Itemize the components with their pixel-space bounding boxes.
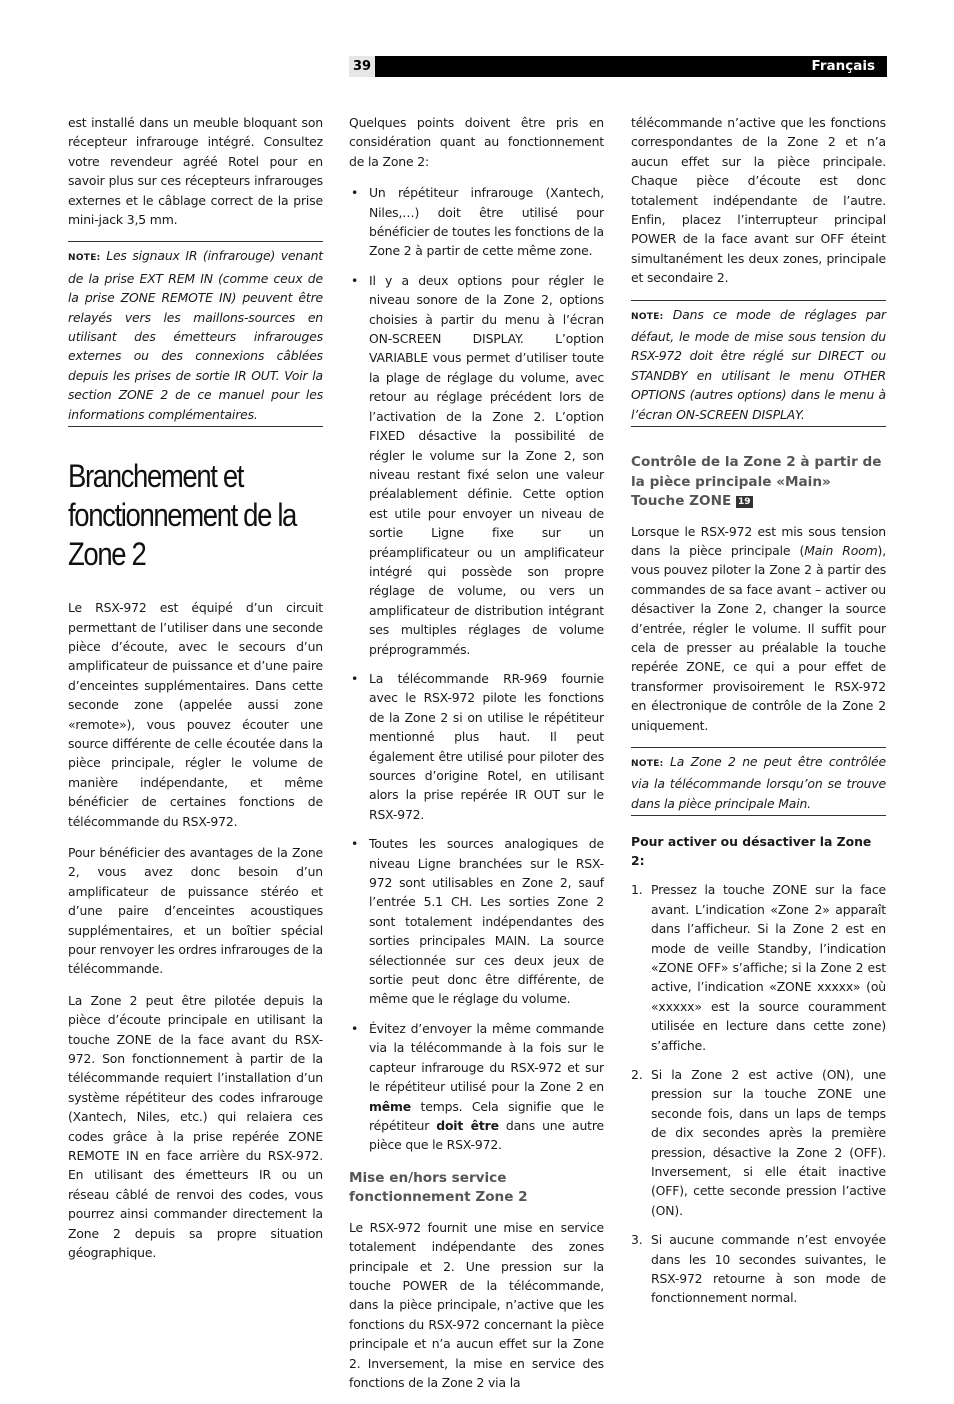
list-item bbox=[349, 1019, 604, 1155]
emphasis-text: Main Room bbox=[804, 543, 878, 558]
note-label: NOTE: bbox=[68, 253, 101, 264]
page-header-bar bbox=[349, 56, 887, 77]
column-3 bbox=[631, 113, 886, 1318]
bullet-list bbox=[349, 183, 604, 1155]
note-box bbox=[631, 300, 886, 427]
note-text: Dans ce mode de réglages par défaut, le mode de mise sous tension du RSX-972 doit être réglé sur DIRECT ou STANDBY en utilisant le menu OTHER OPTIONS (autres options) dans le menu à l’écran ON-SCREEN DISPLAY. bbox=[631, 306, 886, 422]
procedure-heading: Pour activer ou désactiver la Zone 2: bbox=[631, 834, 872, 869]
list-item-text: Si aucune commande n’est envoyée dans les 10 secondes suivantes, le RSX-972 retourne à son mode de fonctionnement normal. bbox=[651, 1232, 886, 1306]
list-item bbox=[631, 1065, 886, 1220]
note-text: La Zone 2 ne peut être contrôlée via la télécommande lorsqu’on se trouve dans la pièce principale Main. bbox=[631, 754, 886, 811]
paragraph: est installé dans un meuble bloquant son récepteur infrarouge intégré. Consultez votre revendeur agréé Rotel pour en savoir plus sur ces récepteurs infrarouges externes et le câblage correct de la prise mini-jack 3,5 mm. bbox=[68, 115, 323, 228]
list-item bbox=[631, 880, 886, 1055]
paragraph-text: ), vous pouvez piloter la Zone 2 à partir des commandes de sa face avant – activer ou désactiver la Zone 2, changer la source d’entrée, régler le volume. Il suffit pour cela de presser au préalable la touche repérée ZONE, ce qui a pour effet de transformer provisoirement le RSX-972 en électronique de contrôle de la Zone 2 uniquement. bbox=[631, 543, 887, 733]
emphasis-text: doit être bbox=[436, 1117, 499, 1133]
list-item-text: Pressez la touche ZONE sur la face avant. L’indication «Zone 2» apparaît dans l’afficheur. Si la Zone 2 est en mode de veille Standby, l’indication «ZONE OFF» s’affiche; si la Zone 2 est active, l’indication «ZONE xxxxx» (où «xxxxx» est la source couramment utilisée en lecture dans cette zone) s’affiche. bbox=[651, 882, 886, 1053]
paragraph: Quelques points doivent être pris en considération quant au fonctionnement de la Zone 2: bbox=[349, 115, 604, 169]
reference-badge: 19 bbox=[737, 497, 751, 508]
language-label: Français bbox=[811, 58, 875, 74]
subsection-heading-text: Contrôle de la Zone 2 à partir de la pièce principale «Main» Touche ZONE bbox=[631, 454, 882, 510]
page-number: 39 bbox=[349, 56, 375, 77]
column-2 bbox=[349, 113, 604, 1404]
list-item-text: dans une autre pièce que le RSX-972. bbox=[369, 1117, 605, 1153]
list-item: • Un répétiteur infrarouge (Xantech, Niles,…) doit être utilisé pour bénéficier de toutes les fonctions de la Zone 2 à partir de cette même zone. bbox=[349, 183, 604, 261]
list-number: 2. bbox=[631, 1066, 643, 1082]
section-title-line: Zone 2 bbox=[68, 536, 146, 573]
list-item: • Toutes les sources analogiques de niveau Ligne branchées sur le RSX-972 sont utilisables en Zone 2, sauf l’entrée 5.1 CH. Les sorties Zone 2 sont totalement indépendantes des sorties principales MAIN. La source sélectionnée sur ces deux jeux de sortie peut donc être différente, de même que le réglage du volume. bbox=[349, 834, 604, 1009]
numbered-list bbox=[631, 880, 886, 1308]
list-number: 1. bbox=[631, 882, 643, 898]
section-title bbox=[68, 457, 326, 574]
list-item-text: temps. Cela signifie que le répétiteur bbox=[369, 1098, 604, 1133]
paragraph: Pour bénéficier des avantages de la Zone 2, vous avez donc besoin d’un amplificateur de puissance stéréo et d’une paire d’enceintes acoustiques supplémentaires, et un boîtier spécial pour renvoyer les ordres infrarouges de la télécommande. bbox=[68, 844, 323, 977]
section-title-line: Branchement et bbox=[68, 458, 244, 495]
paragraph: Le RSX-972 est équipé d’un circuit permettant de l’utiliser dans une seconde pièce d’écoute, avec le secours d’un amplificateur de puissance et d’une paire d’enceintes supplémentaires. Dans cette seconde zone (appelée aussi zone «remote»), vous pouvez écouter une source différente de celle écoutée dans la pièce principale, régler le volume de manière indépendante, et même bénéficier de certaines fonctions de télécommande du RSX-972. bbox=[68, 600, 323, 829]
list-item bbox=[631, 1230, 886, 1308]
list-item-text: Si la Zone 2 est active (ON), une pression sur la touche ZONE une seconde fois, dans un laps de temps de dix secondes après la première pression, désactive la Zone 2 (OFF). Inversement, si elle était inactive (OFF), cette seconde pression l’active (ON). bbox=[651, 1066, 886, 1218]
note-label: NOTE: bbox=[631, 311, 664, 322]
list-item: • Il y a deux options pour régler le niveau sonore de la Zone 2, options choisies à partir du menu à l’écran ON-SCREEN DISPLAY. L’option VARIABLE vous permet d’utiliser toute la plage de réglage du volume, avec retour au réglage précédent lors de l’activation de la Zone 2. L’option FIXED désactive la possibilité de régler le volume sur la Zone 2, son niveau restant fixé selon une valeur préalablement définie. Cette option est utile pour envoyer un niveau de sortie Ligne fixe sur un préamplificateur ou un amplificateur intégré qui possède son propre réglage de volume, ou vers un amplificateur de distribution intégrant ses multiples réglages de volume préprogrammés. bbox=[349, 271, 604, 659]
paragraph bbox=[631, 522, 886, 735]
subsection-heading: Mise en/hors service fonctionnement Zone 2 bbox=[349, 1169, 528, 1206]
paragraph: La Zone 2 peut être pilotée depuis la pièce d’écoute principale en utilisant la touche ZONE de la face avant du RSX-972. Son fonctionnement à partir de la télécommande requiert l’installation d’un système répétiteur des codes infrarouge (Xantech, Niles, etc.) qui relaiera ces codes grâce à la prise repérée ZONE REMOTE IN en face arrière du RSX-972. En utilisant des émetteurs IR ou un réseau câblé de renvoi des codes, vous pourrez ainsi commander directement la Zone 2 depuis sa propre situation géographique. bbox=[68, 992, 323, 1261]
note-box bbox=[631, 747, 886, 816]
list-item: • La télécommande RR-969 fournie avec le RSX-972 pilote les fonctions de la Zone 2 si on utilise le répétiteur mentionné plus haut. Il peut également être utilisé pour piloter des sources d’origine Rotel, en utilisant alors la prise repérée IR OUT sur le RSX-972. bbox=[349, 669, 604, 824]
emphasis-text: même bbox=[369, 1098, 412, 1114]
list-item-text: Évitez d’envoyer la même commande via la télécommande à la fois sur le capteur infrarouge du RSX-972 et sur le répétiteur utilisé pour la Zone 2 en bbox=[369, 1020, 604, 1095]
subsection-heading bbox=[631, 453, 886, 512]
note-box bbox=[68, 241, 323, 427]
paragraph: télécommande n’active que les fonctions correspondantes de la Zone 2 et n’a aucun effet sur la pièce principale. Chaque pièce d’écoute est donc totalement indépendante de l’autre. Enfin, placez l’interrupteur principal POWER de la face avant sur OFF éteint simultanément les deux zones, principale et secondaire 2. bbox=[631, 115, 886, 286]
column-1 bbox=[68, 113, 323, 1275]
section-title-line: fonctionnement de la bbox=[68, 497, 296, 534]
list-number: 3. bbox=[631, 1232, 643, 1248]
paragraph: Le RSX-972 fournit une mise en service totalement indépendante des zones principale et 2. Une pression sur la touche POWER de la télécommande, dans la pièce principale, n’active que les fonctions du RSX-972 concernant la pièce principale et n’a aucun effet sur la Zone 2. Inversement, la mise en service des fonctions de la Zone 2 via la bbox=[349, 1219, 604, 1390]
paragraph-text: Lorsque le RSX-972 est mis sous tension dans la pièce principale ( bbox=[631, 523, 886, 558]
note-text: Les signaux IR (infrarouge) venant de la prise EXT REM IN (comme ceux de la prise ZONE REMOTE IN) peuvent être relayés vers les maillons-sources en utilisant des émetteurs infrarouges externes ou des connexions câblées depuis les prises de sortie IR OUT. Voir la section ZONE 2 de ce manuel pour les informations complémentaires. bbox=[68, 248, 323, 422]
note-label: NOTE: bbox=[631, 759, 664, 770]
